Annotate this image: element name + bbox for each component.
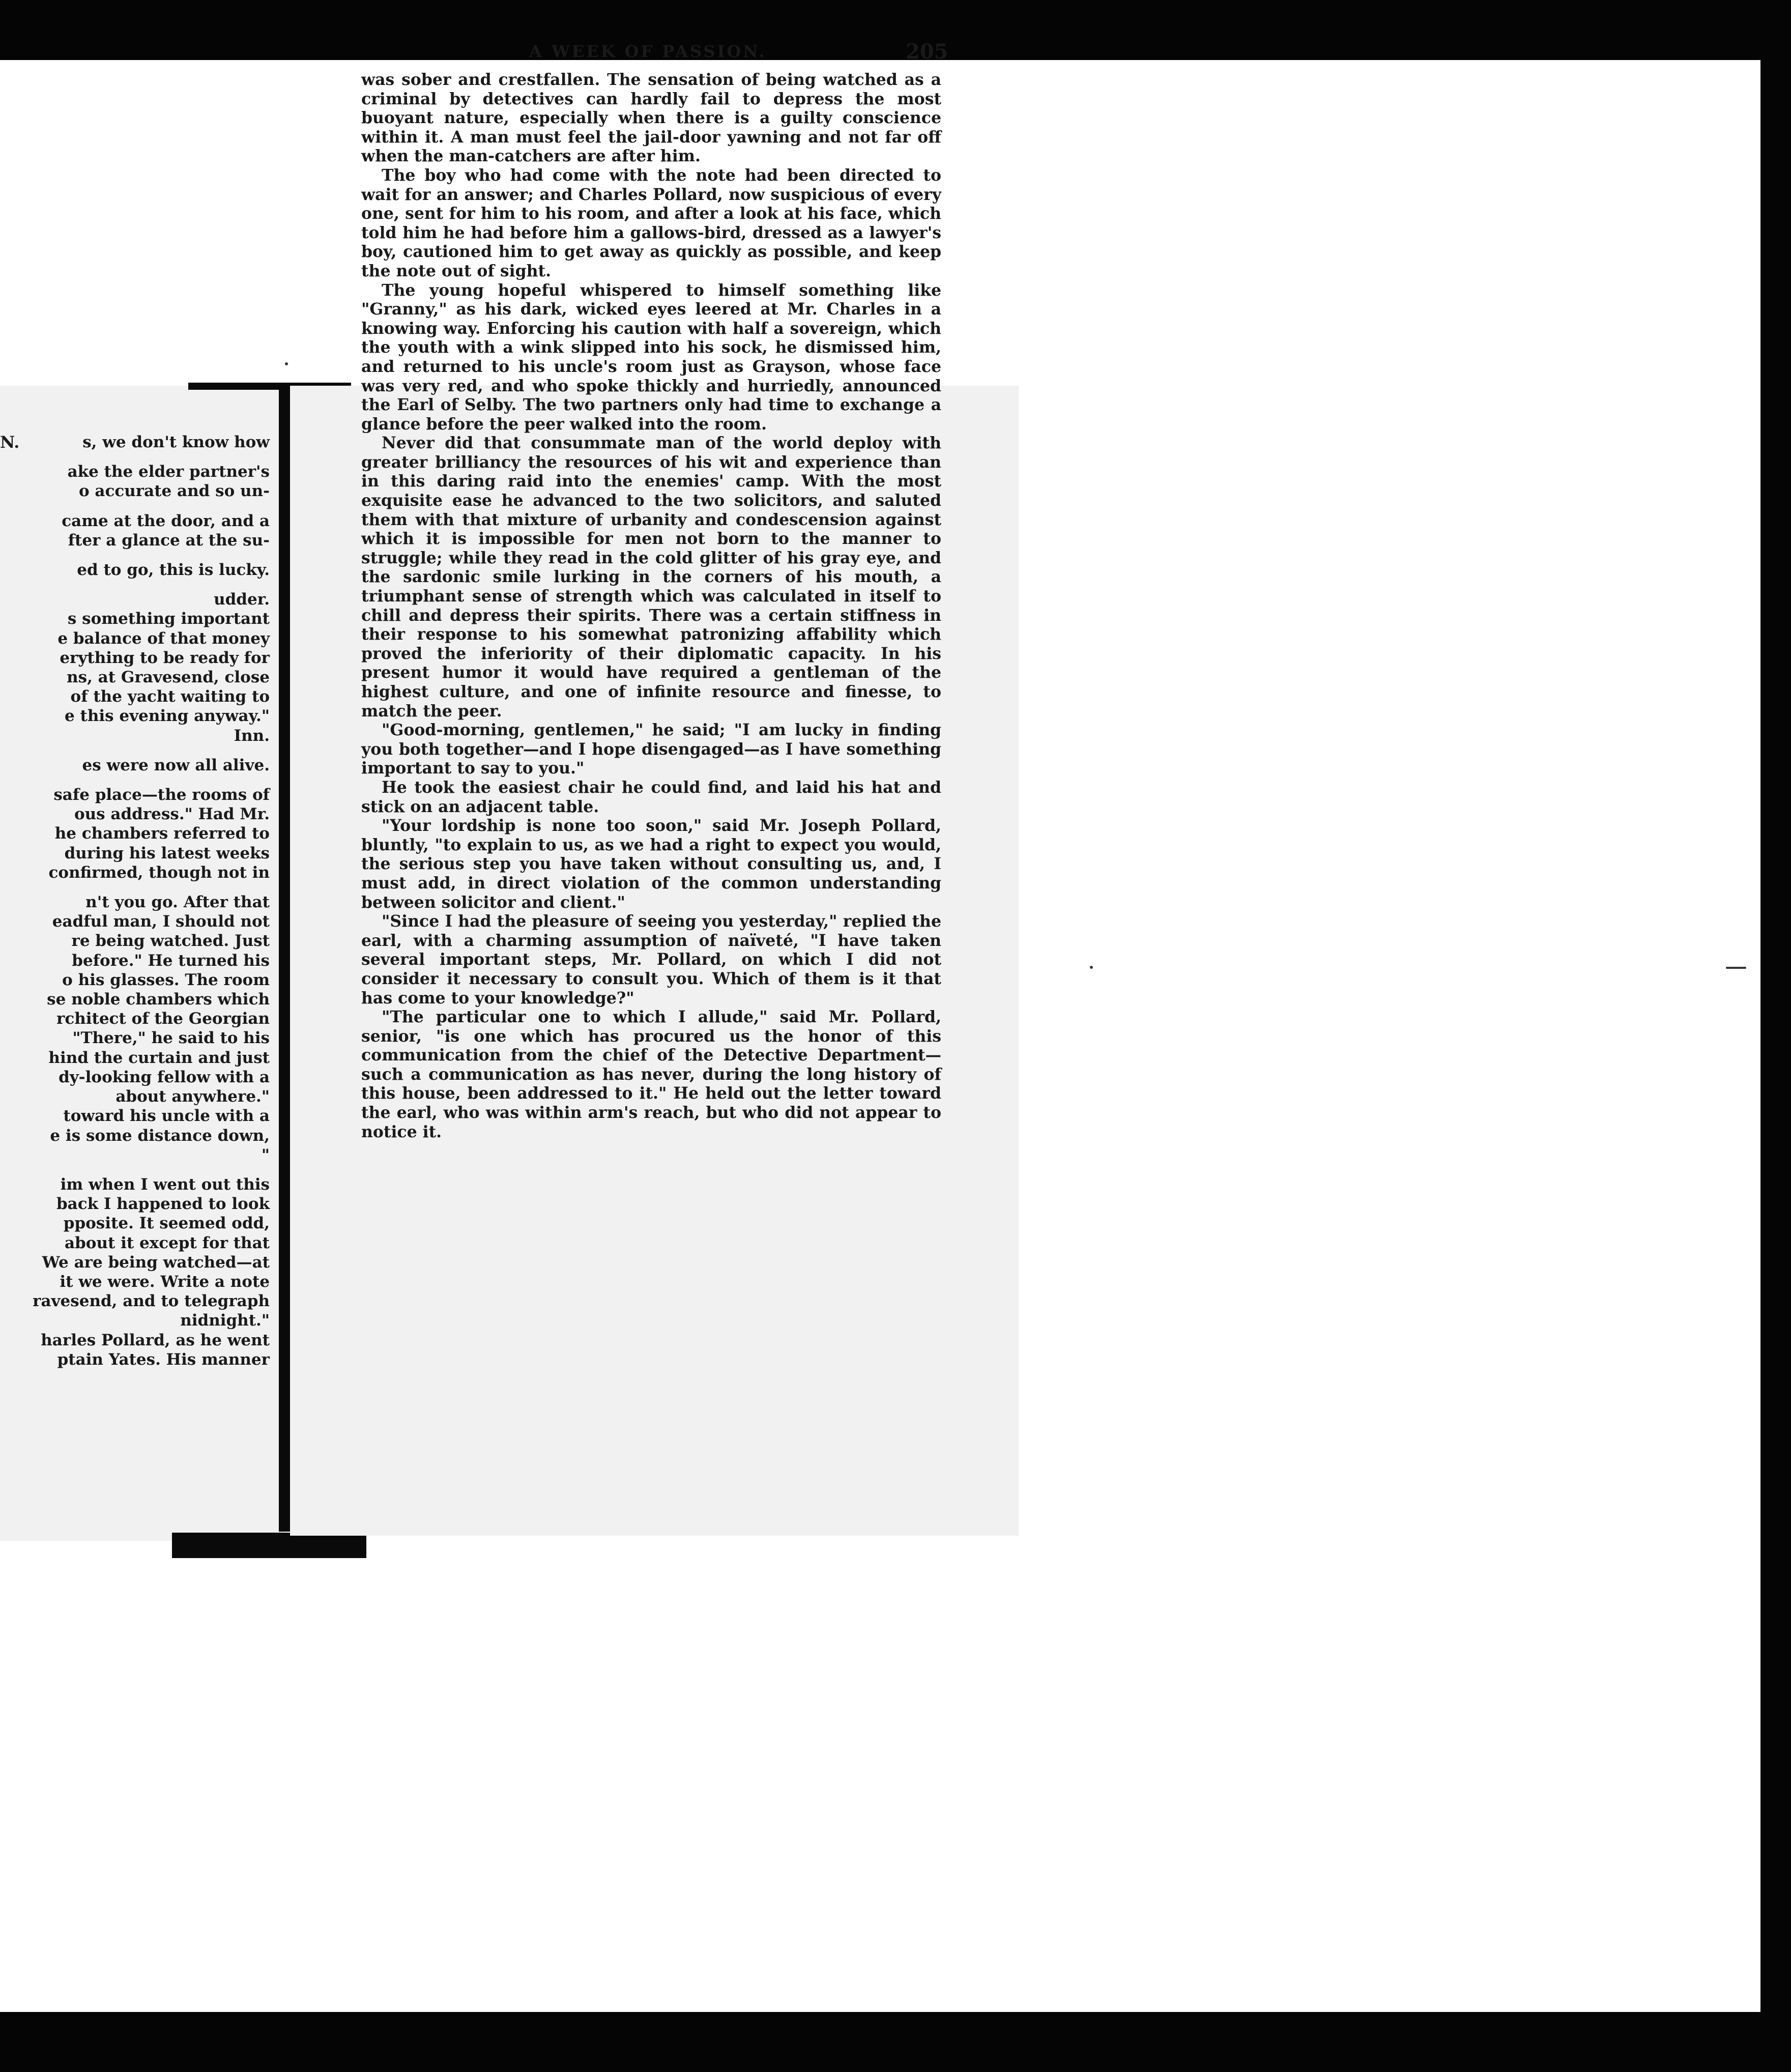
paragraph: The young hopeful whispered to himself something like "Granny," as his dark, wicked eyes leered at Mr. Charles in a knowing way. Enforcing his caution with half a sovereign, which the youth with a wink slipped into his sock, he dismissed him, and returned to his uncle's room just as Grayson, whose face was very red, and who spoke thickly and hurriedly, announced the Earl of Selby. The two partners only had time to exchange a glance before the peer walked into the room. — [361, 280, 941, 434]
left-text-line: during his latest weeks — [64, 844, 270, 862]
left-text-line: came at the door, and a — [62, 511, 270, 530]
left-text-line: o his glasses. The room — [62, 970, 270, 989]
left-text-line: o accurate and so un- — [78, 482, 270, 501]
gutter-base — [172, 1533, 366, 1558]
left-text-line: before." He turned his — [72, 951, 270, 970]
left-page — [0, 386, 285, 1541]
left-text-line: harles Pollard, as he went — [41, 1331, 270, 1349]
left-text-line: of the yacht waiting to — [70, 687, 270, 706]
paragraph: The boy who had come with the note had been directed to wait for an answer; and Charles Pollard, now suspicious of every one, sent for him to his room, and after a look at his face, which told him he had before him a gallows-bird, dressed as a lawyer's boy, cautioned him to get away as quickly as possible, and keep the note out of sight. — [361, 165, 941, 280]
left-text-line: pposite. It seemed odd, — [63, 1214, 270, 1233]
left-running-head: N. — [0, 433, 20, 452]
left-text-line: fter a glance at the su- — [68, 531, 270, 550]
left-text-line: es were now all alive. — [82, 756, 270, 774]
left-text-line: ravesend, and to telegraph — [33, 1292, 270, 1311]
gutter-binding — [279, 387, 290, 1532]
left-text-line: about anywhere." — [115, 1087, 270, 1106]
left-text-line: dy-looking fellow with a — [59, 1068, 270, 1086]
left-text-line: e is some distance down, — [50, 1126, 270, 1145]
left-text-line: toward his uncle with a — [63, 1107, 270, 1126]
left-text-line: ake the elder partner's — [67, 463, 270, 481]
film-border-right — [1760, 0, 1791, 2072]
paragraph: He took the easiest chair he could find, and laid his hat and stick on an adjacent table. — [361, 778, 941, 816]
left-text-line: e this evening anyway." — [65, 707, 270, 726]
left-text-line: n't you go. After that — [85, 893, 270, 912]
left-text-line: ptain Yates. His manner — [57, 1350, 270, 1369]
paragraph: Never did that consummate man of the world deploy with greater brilliancy the resources of his wit and experience than in this daring raid into the enemies' camp. With the most exquisite ease he advanced to the two solicitors, and saluted them with that mixture of urbanity and condescension against which it is impossible for men not born to the manner to struggle; while they read in the cold glitter of his gray eye, and the sardonic smile lurking in the corners of his mouth, a triumphant sense of strength which was calculated in itself to chill and depress their spirits. There was a certain stiffness in their response to his somewhat patronizing affability which proved the inferiority of their diplomatic capacity. In his present humor it would have required a gentleman of the highest culture, and one of infinite resource and finesse, to match the peer. — [361, 434, 941, 721]
left-text-line: rchitect of the Georgian — [56, 1010, 270, 1028]
paragraph: "Your lordship is none too soon," said Mr. Joseph Pollard, bluntly, "to explain to us, as we had a right to expect you would, the serious step you have taken without consulting us, and, I must add, in direct violation of the common understanding between solicitor and client." — [361, 816, 941, 912]
left-text-line: Inn. — [234, 726, 270, 745]
left-text-line: about it except for that — [65, 1233, 270, 1252]
left-text-line: it we were. Write a note — [60, 1272, 270, 1291]
left-text-line: hind the curtain and just — [48, 1048, 270, 1067]
left-text-line: se noble chambers which — [47, 990, 270, 1009]
film-border-bottom — [0, 2012, 1791, 2072]
left-text-line: ns, at Gravesend, close — [67, 668, 270, 687]
left-text-line: s, we don't know how — [82, 433, 270, 451]
scan-speck — [1090, 966, 1093, 969]
page-number: 205 — [906, 40, 948, 64]
left-text-line: "There," he said to his — [72, 1029, 270, 1048]
left-text-line: ous address." Had Mr. — [74, 805, 270, 824]
film-border-top — [0, 0, 1791, 60]
left-text-line: e balance of that money — [57, 629, 270, 648]
left-text-line: We are being watched—at — [42, 1253, 270, 1272]
paragraph: "Since I had the pleasure of seeing you yesterday," replied the earl, with a charming assumption of naïveté, "I have taken several important steps, Mr. Pollard, on which I did not consider it necessary to consult you. Which of them is it that has come to your knowledge?" — [361, 912, 941, 1008]
paragraph: "The particular one to which I allude," said Mr. Pollard, senior, "is one which has procured us the honor of this communication from the chief of the Detective Department—such a communication as has never, during the long history of this house, been addressed to it." He held out the letter toward the earl, who was within arm's reach, but who did not appear to notice it. — [361, 1008, 941, 1141]
left-page-text — [0, 433, 270, 1369]
left-text-line: safe place—the rooms of — [53, 786, 270, 804]
left-text-line: ed to go, this is lucky. — [77, 561, 270, 580]
left-text-line: erything to be ready for — [60, 648, 270, 667]
left-text-line: " — [261, 1145, 270, 1164]
left-text-line: confirmed, though not in — [48, 863, 270, 882]
paragraph: "Good-morning, gentlemen," he said; "I am lucky in finding you both together—and I hope disengaged—as I have something important to say to you." — [361, 721, 941, 778]
left-text-line: udder. — [214, 590, 270, 609]
scan-mark — [1726, 967, 1746, 969]
left-text-line: eadful man, I should not — [52, 912, 270, 931]
running-head: A WEEK OF PASSION. — [529, 42, 767, 61]
scan-speck — [285, 362, 288, 365]
left-text-line: back I happened to look — [56, 1195, 270, 1214]
left-text-line: re being watched. Just — [71, 932, 270, 951]
left-text-line: s something important — [67, 610, 270, 628]
left-text-line: im when I went out this — [60, 1175, 270, 1194]
page-body-text — [361, 70, 941, 1141]
left-text-line: he chambers referred to — [54, 824, 270, 843]
paragraph: was sober and crestfallen. The sensation of being watched as a criminal by detectives can hardly fail to depress the most buoyant nature, especially when there is a guilty conscience within it. A man must feel the jail-door yawning and not far off when the man-catchers are after him. — [361, 70, 941, 166]
left-text-line: nidnight." — [180, 1311, 270, 1330]
